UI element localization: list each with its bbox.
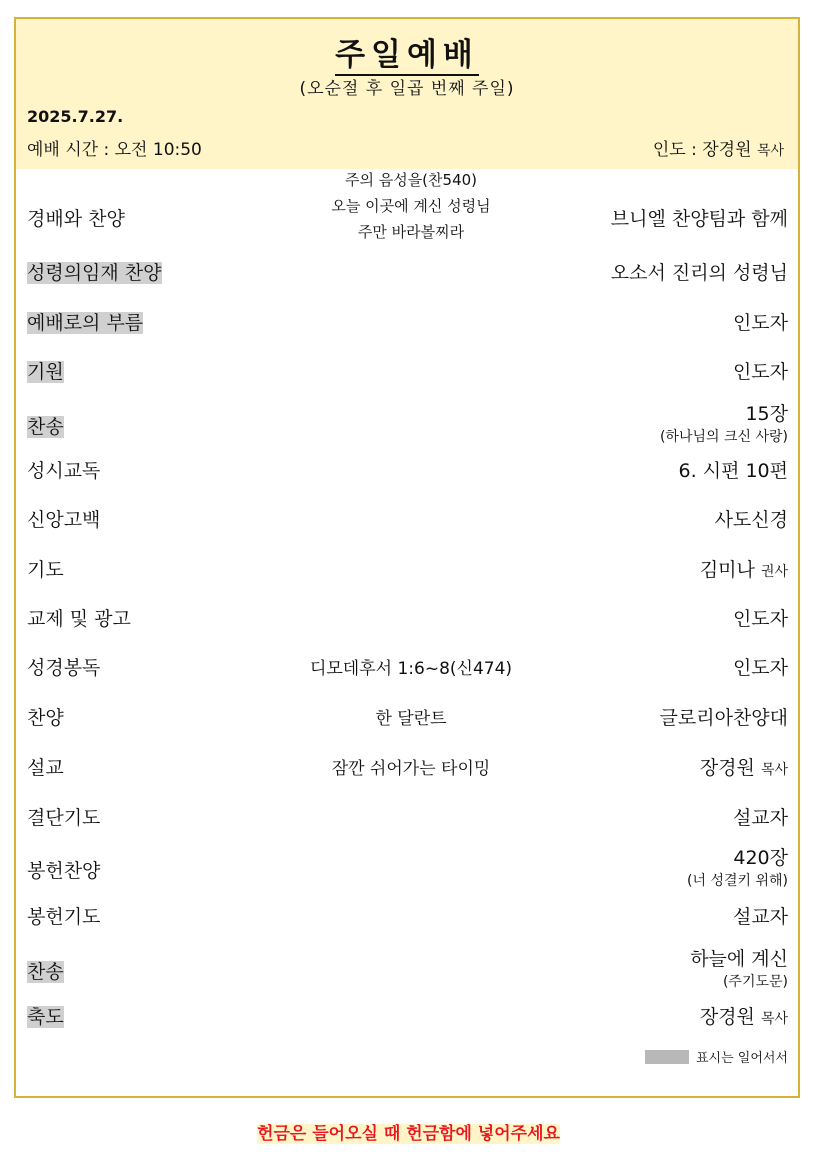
order-performer: 김미나 권사 (699, 559, 788, 581)
order-row (16, 169, 798, 241)
order-subtitle: (하나님의 크신 사랑) (659, 429, 788, 445)
performer-title: 권사 (760, 564, 788, 580)
order-label: 축도 (27, 1006, 64, 1028)
order-row (16, 351, 798, 391)
order-performer: 인도자 (732, 312, 788, 334)
order-performer: 장경원 목사 (699, 1006, 788, 1028)
service-time: 예배 시간 : 오전 10:50 (27, 140, 202, 160)
order-row (16, 797, 798, 837)
order-row (16, 399, 798, 445)
order-performer: 장경원 목사 (699, 757, 788, 779)
highlight-swatch (645, 1050, 689, 1064)
order-performer: 설교자 (732, 906, 788, 928)
order-row (16, 896, 798, 936)
order-row (16, 598, 798, 638)
order-label: 찬양 (27, 707, 64, 729)
order-row (16, 697, 798, 737)
order-row (16, 252, 798, 292)
order-label: 성시교독 (27, 460, 101, 482)
legend-text: 표시는 일어서서 (695, 1051, 788, 1066)
bulletin-header (16, 19, 798, 169)
order-performer: 인도자 (732, 608, 788, 630)
order-row (16, 936, 798, 990)
order-label: 성경봉독 (27, 657, 101, 679)
order-label: 교제 및 광고 (27, 608, 131, 630)
order-performer: 인도자 (732, 657, 788, 679)
order-detail: 오늘 이곳에 계신 성령님 (331, 197, 491, 215)
performer-title: 목사 (760, 1011, 788, 1027)
order-detail: 한 달란트 (375, 709, 447, 729)
order-detail: 주만 바라볼찌라 (357, 223, 465, 241)
order-row (16, 845, 798, 889)
order-row (16, 996, 798, 1036)
order-performer: 사도신경 (714, 509, 788, 531)
order-label: 경배와 찬양 (27, 208, 125, 230)
offering-notice: 헌금은 들어오실 때 헌금함에 넣어주세요 (257, 1124, 560, 1144)
order-row (16, 499, 798, 539)
order-label: 성령의임재 찬양 (27, 262, 162, 284)
order-label: 기도 (27, 559, 64, 581)
order-label: 찬송 (27, 416, 64, 438)
order-label: 결단기도 (27, 807, 101, 829)
order-performer: 설교자 (732, 807, 788, 829)
order-row (16, 302, 798, 342)
bulletin-frame (14, 17, 800, 1098)
order-label: 찬송 (27, 961, 64, 983)
order-label: 봉헌기도 (27, 906, 101, 928)
order-label: 설교 (27, 757, 64, 779)
order-performer: 15장 (745, 403, 788, 425)
service-leader: 인도 : 장경원 목사 (652, 140, 784, 160)
order-row (16, 747, 798, 787)
page-subtitle: (오순절 후 일곱 번째 주일) (299, 79, 515, 99)
order-row (16, 450, 798, 490)
order-performer: 오소서 진리의 성령님 (610, 262, 788, 284)
service-date: 2025.7.27. (27, 107, 124, 126)
order-label: 기원 (27, 361, 64, 383)
order-row (16, 647, 798, 687)
page-title: 주일예배 (16, 29, 798, 74)
order-label: 신앙고백 (27, 509, 101, 531)
order-performer: 인도자 (732, 361, 788, 383)
order-performer: 420장 (733, 847, 788, 869)
order-subtitle: (너 성결키 위해) (687, 873, 788, 889)
order-detail: 디모데후서 1:6~8(신474) (309, 659, 513, 679)
performer-title: 목사 (760, 762, 788, 778)
order-performer: 6. 시편 10편 (678, 460, 788, 482)
order-subtitle: (주기도문) (722, 974, 788, 990)
legend (645, 1047, 788, 1066)
order-detail: 주의 음성을(찬540) (344, 171, 478, 189)
order-label: 예배로의 부름 (27, 312, 144, 334)
order-performer: 브니엘 찬양팀과 함께 (610, 208, 788, 230)
order-performer: 글로리아찬양대 (659, 707, 788, 729)
order-detail: 잠깐 쉬어가는 타이밍 (331, 759, 491, 779)
order-label: 봉헌찬양 (27, 860, 101, 882)
order-performer: 하늘에 계신 (690, 948, 788, 970)
order-row (16, 549, 798, 589)
